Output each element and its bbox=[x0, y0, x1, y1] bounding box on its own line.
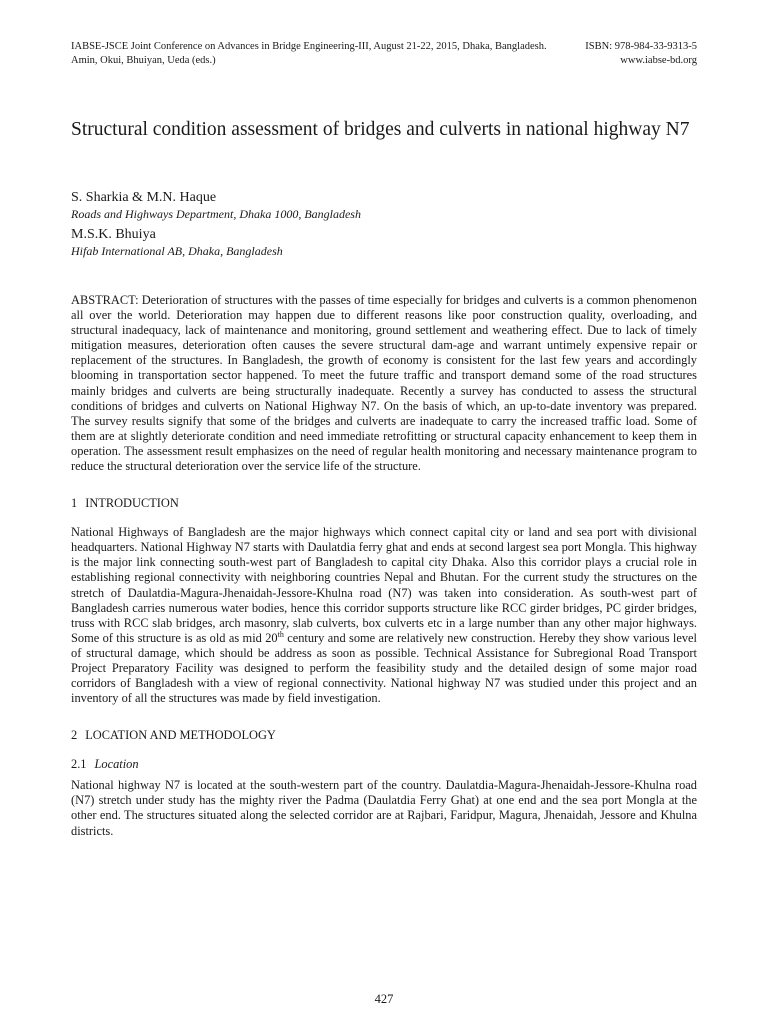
subsection-number: 2.1 bbox=[71, 757, 87, 772]
header-row-1 bbox=[71, 40, 697, 54]
subsection-title: Location bbox=[94, 757, 139, 772]
author-affiliation: Hifab International AB, Dhaka, Bangladesh bbox=[71, 244, 283, 258]
section-number: 1 bbox=[71, 496, 78, 511]
section-title: INTRODUCTION bbox=[85, 496, 179, 511]
subsection-heading-location bbox=[71, 757, 697, 772]
author-block-2 bbox=[71, 226, 697, 259]
section-title: LOCATION AND METHODOLOGY bbox=[85, 728, 276, 743]
location-paragraph: National highway N7 is located at the south-western part of the country. Daulatdia-Magura-Jhenaidah-Jessore-Khulna road (N7) stretch under study has the mighty river the Padma (Daulatdia Ferry Ghat) at one end and the sea port Mongla at the other end. The structures situated along the selected corridor are at Rajbari, Faridpur, Magura, Jhenaidah, Jessore and Khulna districts. bbox=[71, 778, 697, 838]
intro-text-part-2: century and some are relatively new construction. Hereby they show various level of structural damage, which should be address as soon as possible. Technical Assistance for Subregional Road Transport Project Preparatory Facility was designed to perform the feasibility study and the detailed design of some major road corridors of Bangladesh with a view of regional connectivity. National highway N7 was studied under this project and an inventory of all the structures was made by field investigation. bbox=[71, 630, 697, 706]
author-block-1 bbox=[71, 189, 697, 222]
header-row-2 bbox=[71, 54, 697, 68]
isbn: ISBN: 978-984-33-9313-5 bbox=[585, 41, 697, 52]
author-names: S. Sharkia & M.N. Haque bbox=[71, 190, 217, 205]
running-header bbox=[71, 40, 697, 68]
editors: Amin, Okui, Bhuiyan, Ueda (eds.) bbox=[71, 55, 216, 66]
author-names: M.S.K. Bhuiya bbox=[71, 227, 156, 242]
section-heading-introduction bbox=[71, 496, 697, 511]
author-affiliation: Roads and Highways Department, Dhaka 1000, Bangladesh bbox=[71, 207, 361, 221]
paper-body bbox=[71, 293, 697, 839]
section-heading-location-methodology bbox=[71, 728, 697, 743]
superscript: th bbox=[277, 629, 284, 639]
conference-info: IABSE-JSCE Joint Conference on Advances in Bridge Engineering-III, August 21-22, 2015, Dhaka, Bangladesh. bbox=[71, 41, 547, 52]
page-number: 427 bbox=[374, 992, 394, 1006]
paper-title: Structural condition assessment of bridges and culverts in national highway N7 bbox=[71, 119, 690, 140]
author-list bbox=[71, 189, 697, 263]
section-number: 2 bbox=[71, 728, 78, 743]
intro-text-part-1: National Highways of Bangladesh are the major highways which connect capital city or land and sea port with divisional headquarters. National Highway N7 starts with Daulatdia ferry ghat and ends at second largest sea port Mongla. This highway is the major link connecting south-west part of Bangladesh to capital city Dhaka. Also this corridor plays a crucial role in establishing regional connectivity with neighboring countries Nepal and Bhutan. For the current study the structures on the stretch of Daulatdia-Magura-Jhenaidah-Jessore-Khulna road (N7) was taken into consideration. As south-west part of Bangladesh carries numerous water bodies, hence this corridor supports structure like RCC girder bridges, PC girder bridges, truss with RCC slab bridges, arch masonry, slab culverts, box culverts etc in a large number than any other major highways. Some of this structure is as old as mid 20 bbox=[71, 525, 697, 645]
website: www.iabse-bd.org bbox=[620, 55, 697, 66]
abstract-paragraph: ABSTRACT: Deterioration of structures with the passes of time especially for bridges and culverts is a common phenomenon all over the world. Deterioration may happen due to different reasons like poor construction quality, overloading, and structural inadequacy, lack of maintenance and monitoring, ground settlement and weathering effect. Due to lack of timely mitigation measures, deterioration often causes the severe structural dam-age and warrant untimely expensive repair or replacement of the structures. In Bangladesh, the growth of economy is consistent for the last few years and accordingly blooming in transportation sector happened. To meet the future traffic and transport demand some of the road structures mainly bridges and culverts are being structurally inadequate. Recently a survey has conducted to assess the structural conditions of bridges and culverts on National Highway N7. On the basis of which, an up-to-date inventory was prepared. The survey results signify that some of the bridges and culverts are inadequate to carry the increased traffic load. Some of them are at slightly deteriorate condition and need immediate retrofitting or structural capacity enhancement to keep them in operation. The assessment result emphasizes on the need of regular health monitoring and necessary maintenance program to reduce the structural deterioration over the service life of the structure. bbox=[71, 293, 697, 474]
introduction-paragraph bbox=[71, 525, 697, 706]
